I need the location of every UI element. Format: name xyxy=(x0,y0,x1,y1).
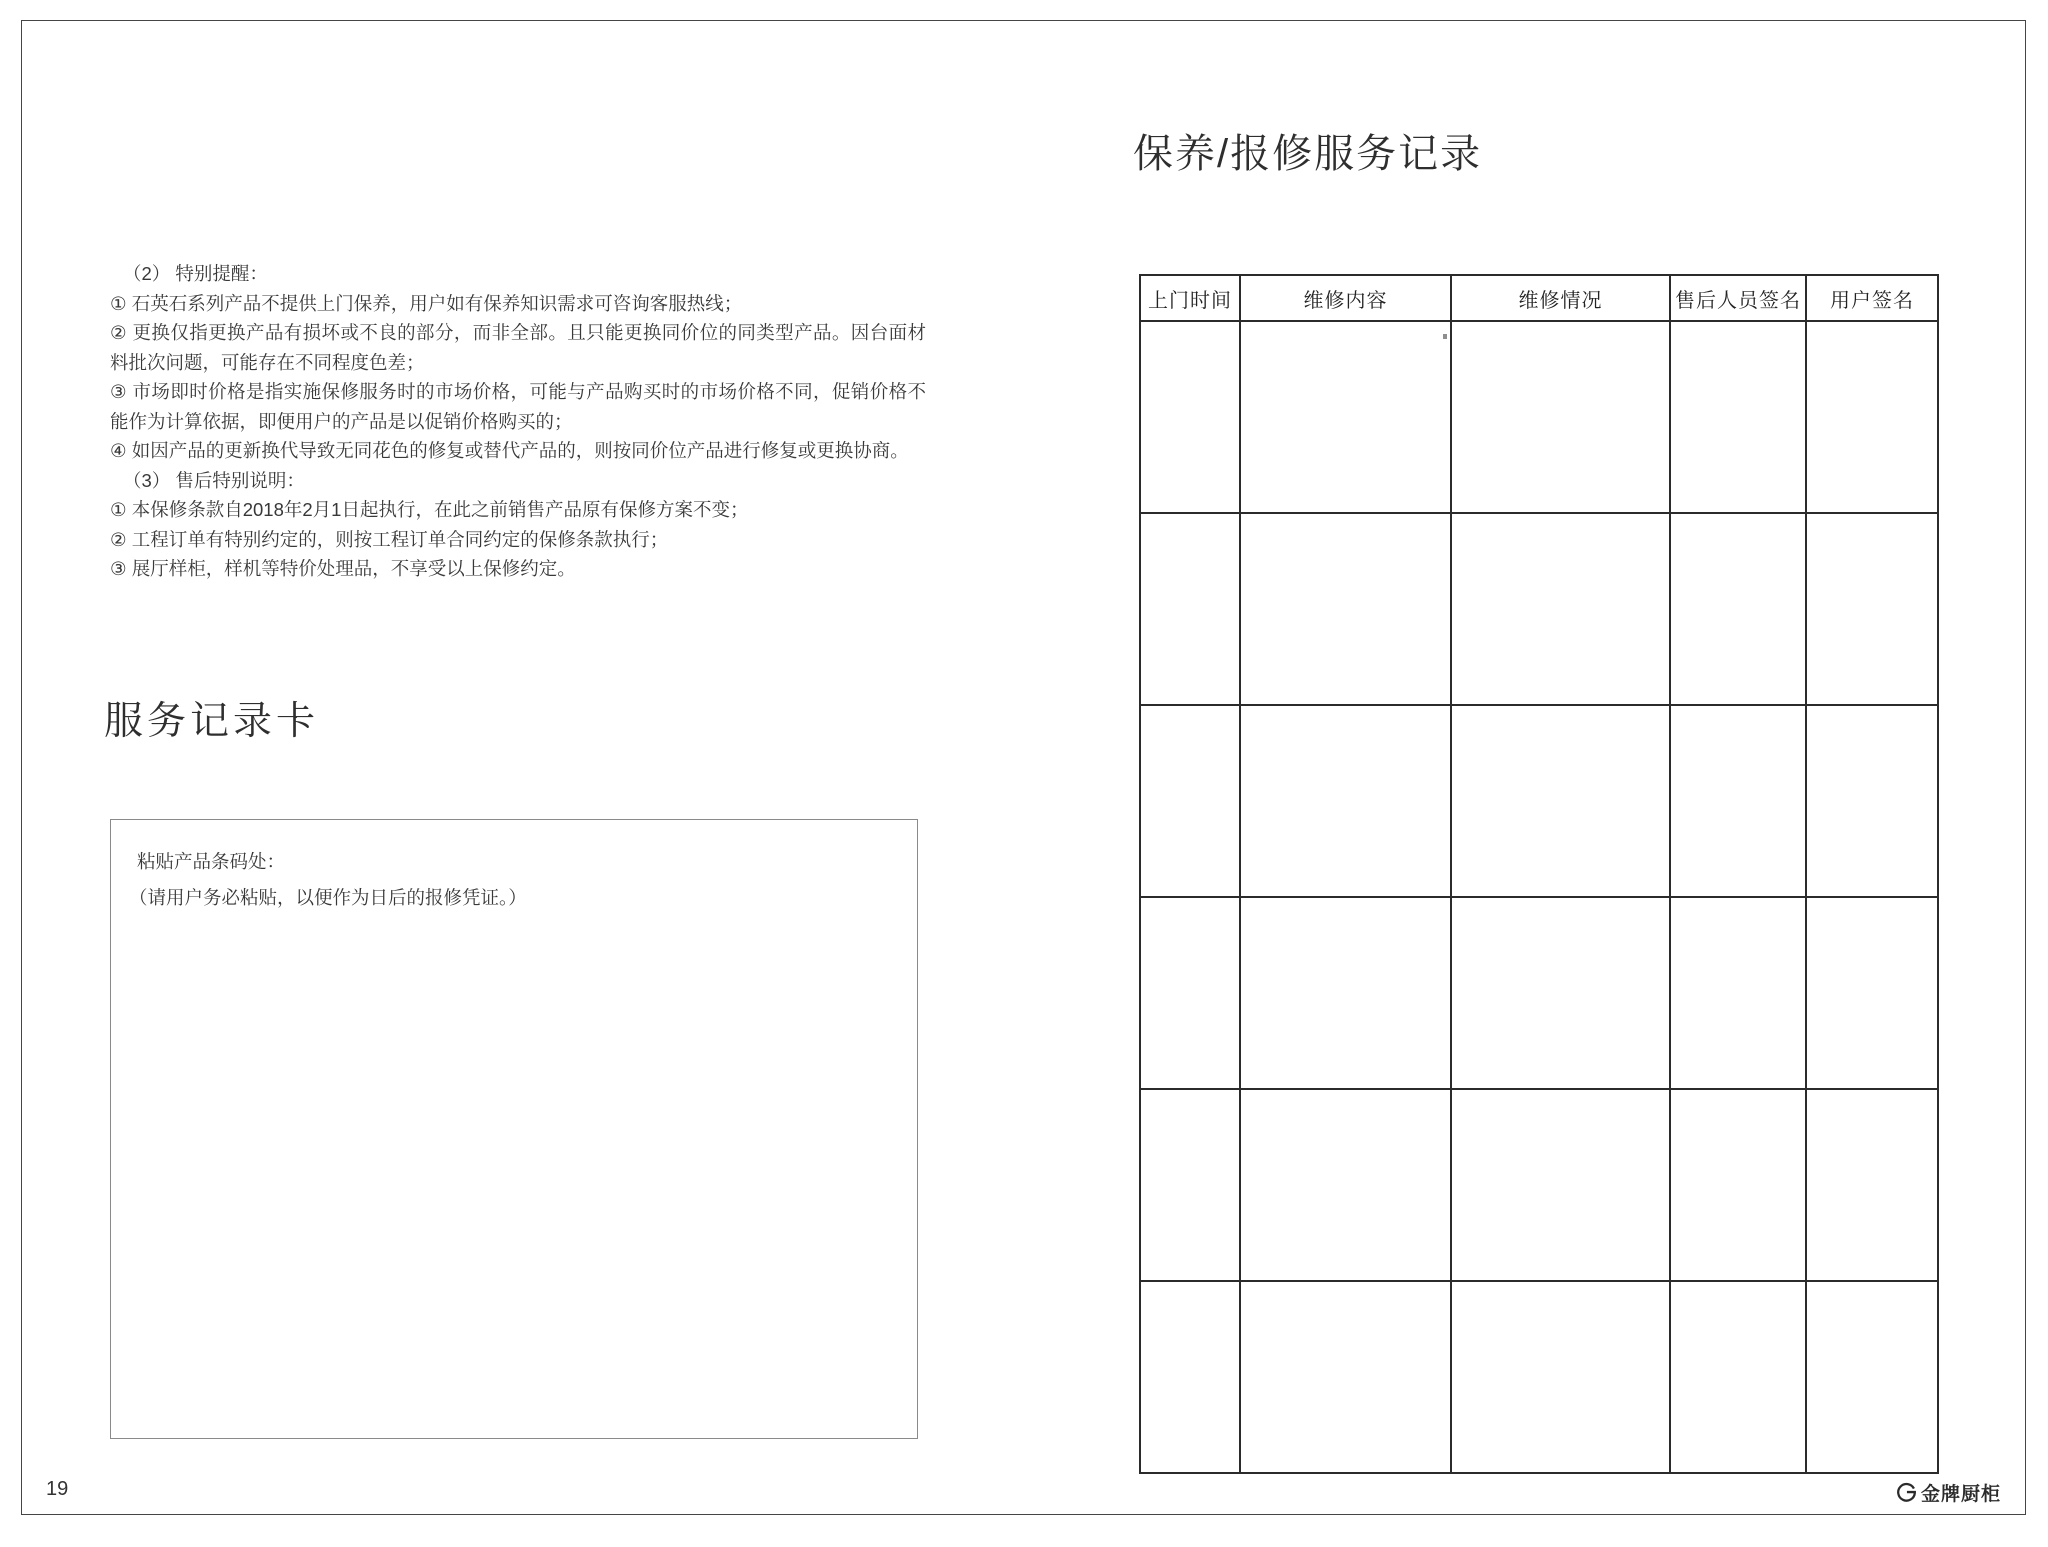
table-cell xyxy=(1806,705,1938,897)
table-cell xyxy=(1140,705,1240,897)
table-cell xyxy=(1806,321,1938,513)
note-line: ① 石英石系列产品不提供上门保养，用户如有保养知识需求可咨询客服热线； xyxy=(110,292,743,314)
note-section-title: （2） 特别提醒： xyxy=(123,263,268,284)
table-cell xyxy=(1806,1089,1938,1281)
table-cell xyxy=(1670,1281,1806,1473)
table-cell xyxy=(1806,1281,1938,1473)
brand-logo-text: 金牌厨柜 xyxy=(1921,1484,2002,1505)
table-cell xyxy=(1670,1089,1806,1281)
header-repair-content: 维修内容 xyxy=(1240,275,1451,321)
note-line: ② 工程订单有特别约定的，则按工程订单合同约定的保修条款执行； xyxy=(110,528,669,550)
table-cell xyxy=(1451,1089,1670,1281)
table-header-row xyxy=(1140,275,1938,321)
print-speck xyxy=(1443,334,1447,339)
table-cell xyxy=(1451,1281,1670,1473)
table-cell xyxy=(1670,513,1806,705)
table-row xyxy=(1140,1281,1938,1473)
table-cell xyxy=(1240,897,1451,1089)
barcode-sticker-box xyxy=(110,819,918,1439)
table-cell xyxy=(1451,321,1670,513)
header-repair-status: 维修情况 xyxy=(1451,275,1670,321)
table-cell xyxy=(1240,1089,1451,1281)
service-card-title: 服务记录卡 xyxy=(104,700,320,743)
table-cell xyxy=(1140,897,1240,1089)
table-cell xyxy=(1670,321,1806,513)
table-row xyxy=(1140,513,1938,705)
table-cell xyxy=(1806,513,1938,705)
barcode-box-label: 粘贴产品条码处： xyxy=(137,851,286,872)
service-record-table xyxy=(1139,274,1939,1474)
table-cell xyxy=(1140,513,1240,705)
page-number: 19 xyxy=(46,1478,69,1500)
table-cell xyxy=(1670,705,1806,897)
barcode-box-note: （请用户务必粘贴，以便作为日后的报修凭证。） xyxy=(129,887,527,908)
note-line: ① 本保修条款自2018年2月1日起执行，在此之前销售产品原有保修方案不变； xyxy=(110,499,749,520)
table-cell xyxy=(1240,1281,1451,1473)
table-cell xyxy=(1140,1089,1240,1281)
note-line: ③ 展厅样柜，样机等特价处理品，不享受以上保修约定。 xyxy=(110,558,576,579)
goldenhome-g-icon xyxy=(1896,1482,1917,1503)
table-cell xyxy=(1240,321,1451,513)
header-visit-time: 上门时间 xyxy=(1140,275,1240,321)
table-cell xyxy=(1806,897,1938,1089)
note-line: ③ 市场即时价格是指实施保修服务时的市场价格，可能与产品购买时的市场价格不同，促销价格不能作为计算依据，即便用户的产品是以促销价格购买的； xyxy=(110,381,926,432)
table-row xyxy=(1140,1089,1938,1281)
table-cell xyxy=(1240,705,1451,897)
brand-logo xyxy=(1896,1479,2001,1506)
table-cell xyxy=(1140,1281,1240,1473)
maintenance-record-title: 保养/报修服务记录 xyxy=(1133,132,1483,176)
table-row xyxy=(1140,321,1938,513)
table-cell xyxy=(1451,897,1670,1089)
table-cell xyxy=(1240,513,1451,705)
warranty-notes xyxy=(110,259,926,584)
table-cell xyxy=(1670,897,1806,1089)
table-cell xyxy=(1451,513,1670,705)
note-line: ④ 如因产品的更新换代导致无同花色的修复或替代产品的，则按同价位产品进行修复或更换协商。 xyxy=(110,440,909,461)
table-row xyxy=(1140,705,1938,897)
header-service-staff-signature: 售后人员签名 xyxy=(1670,275,1806,321)
note-section-title: （3） 售后特别说明： xyxy=(123,469,305,491)
note-line: ② 更换仅指更换产品有损坏或不良的部分，而非全部。且只能更换同价位的同类型产品。因台面材料批次问题，可能存在不同程度色差； xyxy=(110,322,926,373)
table-cell xyxy=(1140,321,1240,513)
table-cell xyxy=(1451,705,1670,897)
table-row xyxy=(1140,897,1938,1089)
header-user-signature: 用户签名 xyxy=(1806,275,1938,321)
